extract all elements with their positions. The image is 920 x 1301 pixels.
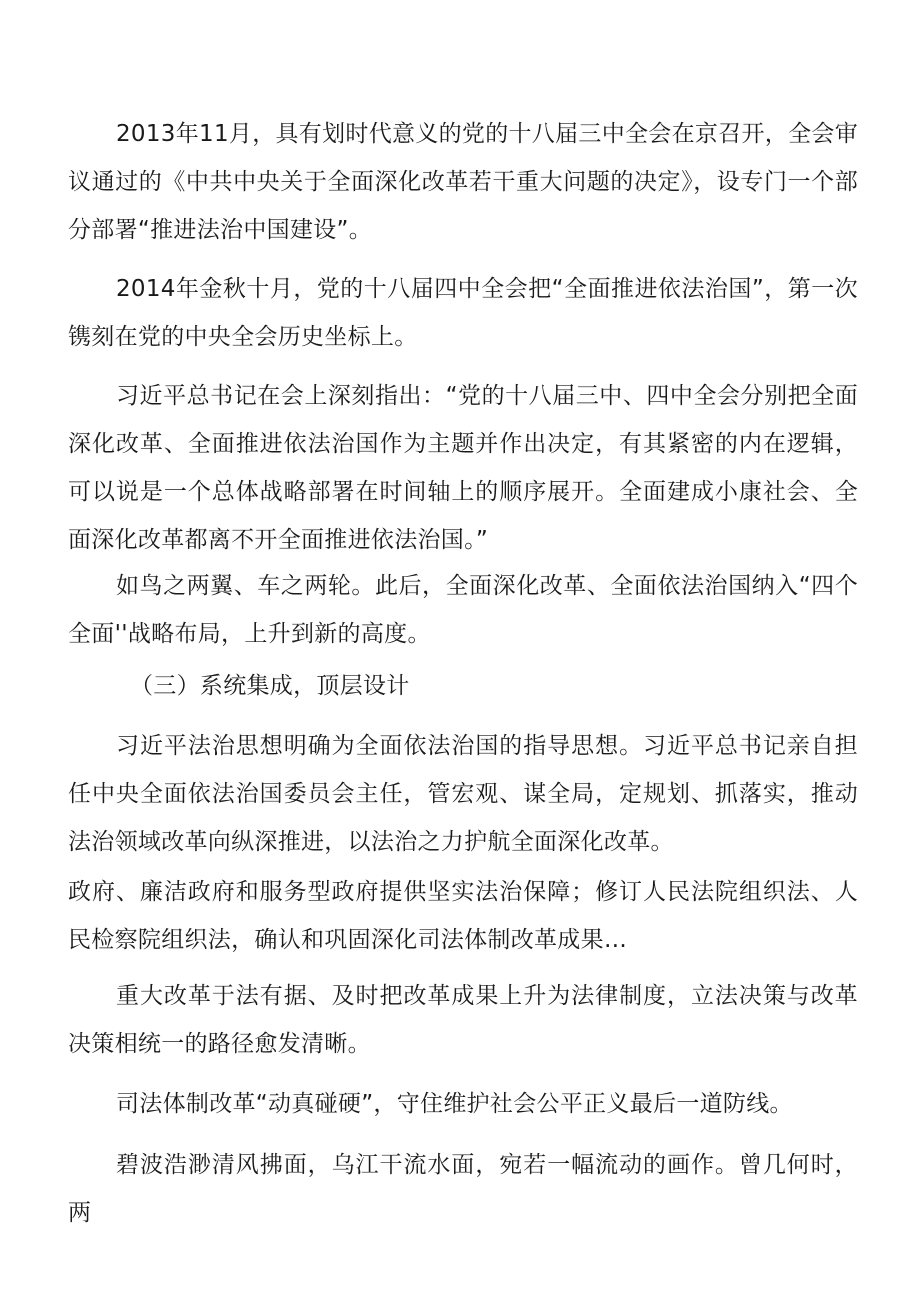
section-heading: （三）系统集成，顶层设计 — [130, 673, 410, 699]
paragraph-2: 2014年金秋十月，党的十八届四中全会把“全面推进依法治国”，第一次镌刻在党的中央全会历史坐标上。 — [68, 276, 858, 350]
paragraph-8: 司法体制改革“动真碰硬”，守住维护社会公平正义最后一道防线。 — [116, 1091, 793, 1117]
paragraph-9: 碧波浩渺清风拂面，乌江干流水面，宛若一幅流动的画作。曾几何时，两 — [68, 1152, 858, 1226]
paragraph-7: 重大改革于法有据、及时把改革成果上升为法律制度，立法决策与改革决策相统一的路径愈发清晰。 — [68, 983, 858, 1057]
paragraph-5: 习近平法治思想明确为全面依法治国的指导思想。习近平总书记亲自担任中央全面依法治国委员会主任，管宏观、谋全局，定规划、抓落实，推动法治领域改革向纵深推进，以法治之力护航全面深化改革。 — [68, 733, 858, 855]
paragraph-6: 政府、廉洁政府和服务型政府提供坚实法治保障；修订人民法院组织法、人民检察院组织法，确认和巩固深化司法体制改革成果… — [68, 879, 858, 953]
paragraph-4: 如鸟之两翼、车之两轮。此后，全面深化改革、全面依法治国纳入“四个全面''战略布局，上升到新的高度。 — [68, 573, 858, 647]
paragraph-3: 习近平总书记在会上深刻指出：“党的十八届三中、四中全会分别把全面深化改革、全面推进依法治国作为主题并作出决定，有其紧密的内在逻辑，可以说是一个总体战略部署在时间轴上的顺序展开。全面建成小康社会、全面深化改革都离不开全面推进依法治国。” — [68, 383, 858, 553]
paragraph-1: 2013年11月，具有划时代意义的党的十八届三中全会在京召开，全会审议通过的《中共中央关于全面深化改革若干重大问题的决定》，设专门一个部分部署“推进法治中国建设”。 — [68, 121, 858, 243]
